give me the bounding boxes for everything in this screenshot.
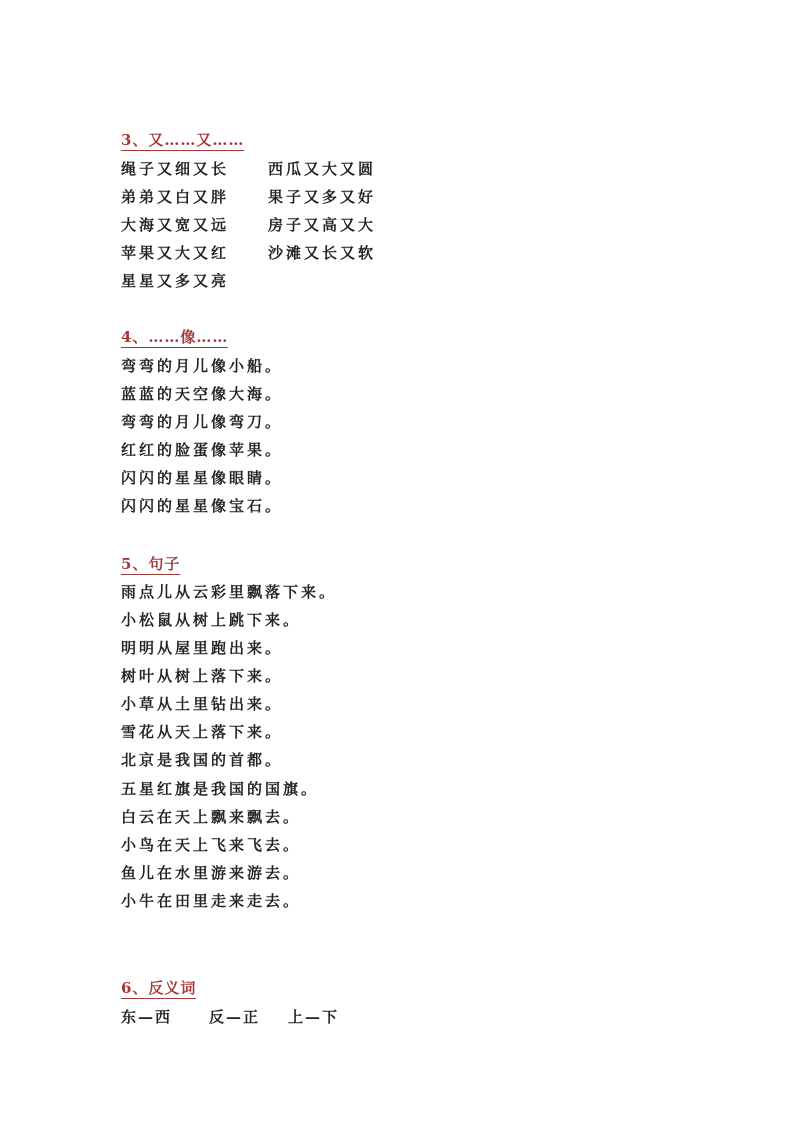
section-5-line: 小鸟在天上飞来飞去。	[121, 836, 302, 854]
section-3-left-line: 弟弟又白又胖	[121, 188, 230, 206]
section-3-left-line: 星星又多又亮	[121, 272, 230, 290]
section-3-left-line: 苹果又大又红	[121, 244, 230, 262]
section-5-line: 鱼儿在水里游来游去。	[121, 864, 302, 882]
section-5-line: 北京是我国的首都。	[121, 751, 284, 769]
section-4-line: 弯弯的月儿像小船。	[121, 357, 284, 375]
section-5-line: 雨点儿从云彩里飘落下来。	[121, 583, 338, 601]
antonym-pair: 上—下	[288, 1008, 340, 1026]
section-3-heading: 3、又……又……	[121, 131, 245, 149]
section-3-left-line: 大海又宽又远	[121, 216, 230, 234]
section-4-heading: 4、……像……	[121, 328, 229, 346]
section-5-line: 小松鼠从树上跳下来。	[121, 611, 302, 629]
section-5-line: 树叶从树上落下来。	[121, 667, 284, 685]
section-4-line: 蓝蓝的天空像大海。	[121, 385, 284, 403]
section-5-line: 雪花从天上落下来。	[121, 723, 284, 741]
antonym-pair: 东—西	[121, 1008, 173, 1026]
section-5-line: 小草从土里钻出来。	[121, 695, 284, 713]
section-5-line: 白云在天上飘来飘去。	[121, 808, 302, 826]
section-3-right-line: 沙滩又长又软	[268, 244, 377, 262]
section-3-right-line: 果子又多又好	[268, 188, 377, 206]
section-3-left-line: 绳子又细又长	[121, 160, 230, 178]
section-3-right-line: 西瓜又大又圆	[268, 160, 377, 178]
section-5-line: 五星红旗是我国的国旗。	[121, 780, 320, 798]
section-3-right-line: 房子又高又大	[268, 216, 377, 234]
section-4-line: 弯弯的月儿像弯刀。	[121, 413, 284, 431]
section-5-line: 小牛在田里走来走去。	[121, 892, 302, 910]
section-4-line: 红红的脸蛋像苹果。	[121, 441, 284, 459]
section-5-heading: 5、句子	[121, 555, 181, 573]
section-6-heading: 6、反义词	[121, 979, 197, 997]
antonym-pair: 反—正	[209, 1008, 261, 1026]
section-5-line: 明明从屋里跑出来。	[121, 639, 284, 657]
section-4-line: 闪闪的星星像眼睛。	[121, 469, 284, 487]
section-4-line: 闪闪的星星像宝石。	[121, 497, 284, 515]
